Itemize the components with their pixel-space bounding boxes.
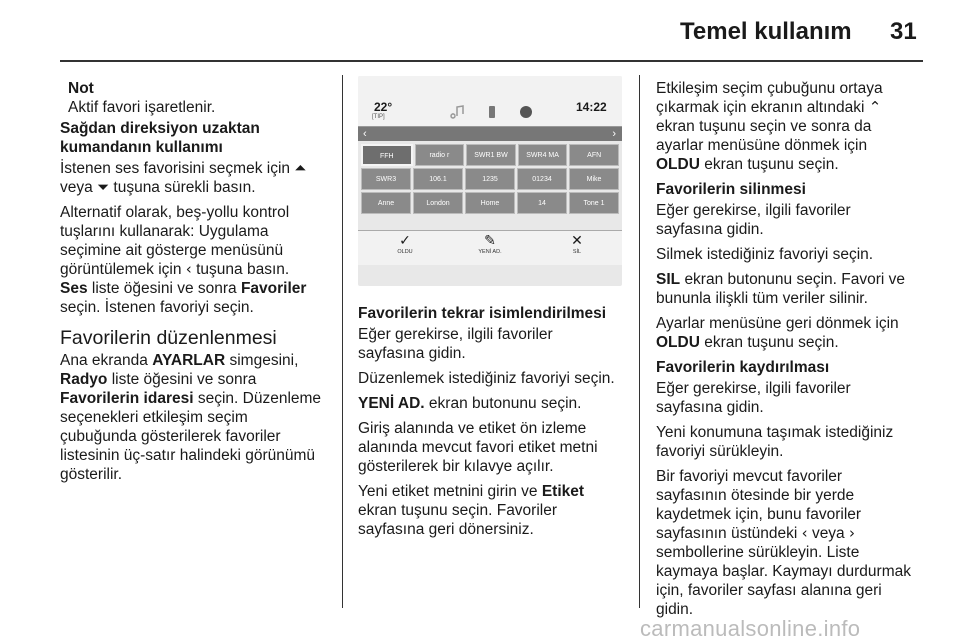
clock: 14:22 bbox=[576, 100, 607, 114]
favorite-button[interactable]: FFH bbox=[361, 144, 413, 166]
text: gidin. bbox=[656, 601, 694, 618]
infotainment-screen-image bbox=[358, 76, 622, 286]
text: sayfasına gidin. bbox=[656, 399, 764, 416]
note-box bbox=[60, 79, 335, 117]
watermark: carmanualsonline.info bbox=[640, 616, 861, 641]
section-title: Favorilerin düzenlenmesi bbox=[60, 327, 277, 349]
bold-term: OLDU bbox=[656, 334, 700, 351]
favorite-button[interactable]: Tone 1 bbox=[569, 192, 619, 214]
right-arrow-icon: › bbox=[849, 524, 855, 542]
text: liste öğesini ve sonra bbox=[91, 280, 237, 297]
favorite-button[interactable]: London bbox=[413, 192, 463, 214]
paragraph bbox=[358, 394, 633, 413]
bold-term: Ses bbox=[60, 280, 88, 297]
page-header-title: Temel kullanım bbox=[680, 18, 852, 45]
page-left-button[interactable]: ‹ bbox=[363, 128, 367, 140]
favorite-button[interactable]: SWR4 MA bbox=[518, 144, 568, 166]
left-arrow-icon: ‹ bbox=[185, 260, 192, 278]
delete-heading: Favorilerin silinmesi bbox=[656, 181, 806, 198]
favorite-button[interactable]: Home bbox=[465, 192, 515, 214]
text: ekran tuşunu seçin. bbox=[704, 334, 839, 351]
column-divider-left bbox=[342, 75, 343, 608]
paragraph-edit-favorites bbox=[60, 351, 335, 484]
music-note-icon bbox=[450, 104, 466, 120]
screen-topbar bbox=[358, 76, 622, 127]
yeni-ad-button[interactable] bbox=[455, 233, 525, 255]
move-heading: Favorilerin kaydırılması bbox=[656, 359, 830, 376]
sil-button[interactable] bbox=[542, 233, 612, 255]
text: sayfasına geri dönersiniz. bbox=[358, 521, 534, 538]
page-right-button[interactable]: › bbox=[612, 128, 616, 140]
text: alanında mevcut favori etiket metni bbox=[358, 439, 598, 456]
paragraph bbox=[656, 270, 931, 308]
middle-column bbox=[358, 304, 633, 545]
text: Yeni konumuna taşımak istediğiniz bbox=[656, 424, 894, 441]
text: Eğer gerekirse, ilgili favoriler bbox=[656, 380, 851, 397]
text: seçenekleri etkileşim seçim bbox=[60, 409, 248, 426]
text: Etkileşim seçim çubuğunu ortaya bbox=[656, 80, 883, 97]
text: bununla ilişkli tüm veriler silinir. bbox=[656, 290, 868, 307]
sil-label: SİL bbox=[572, 249, 582, 255]
text: çubuğunda gösterilerek favoriler bbox=[60, 428, 281, 445]
paragraph bbox=[358, 325, 633, 363]
favorite-button[interactable]: radio r bbox=[415, 144, 465, 166]
favorites-row bbox=[361, 144, 619, 166]
paragraph bbox=[656, 201, 931, 239]
text: listesinin üç-satır halindeki görünümü bbox=[60, 447, 316, 464]
oldu-label: OLDU bbox=[397, 249, 413, 255]
right-column bbox=[656, 79, 931, 625]
bold-term: Favoriler bbox=[240, 280, 307, 297]
paragraph: Silmek istediğiniz favoriyi seçin. bbox=[656, 246, 874, 263]
paragraph bbox=[656, 314, 931, 352]
text: sayfasına gidin. bbox=[656, 221, 764, 238]
rename-heading: Favorilerin tekrar isimlendirilmesi bbox=[358, 305, 607, 322]
x-icon: ✕ bbox=[571, 233, 583, 249]
text: seçin. İstenen favoriyi seçin. bbox=[60, 299, 254, 316]
yeni-ad-label: YENİ AD. bbox=[478, 249, 502, 255]
note-body: Aktif favori işaretlenir. bbox=[68, 99, 216, 116]
favorite-button[interactable]: 106.1 bbox=[413, 168, 463, 190]
text: İstenen ses favorisini seçmek için bbox=[60, 160, 291, 177]
check-icon: ✓ bbox=[399, 233, 411, 249]
text: Ana ekranda bbox=[60, 352, 148, 369]
favorites-navbar bbox=[358, 127, 622, 141]
text: Alternatif olarak, beş-yollu kontrol bbox=[60, 204, 290, 221]
text: görüntülemek için bbox=[60, 261, 182, 278]
text: tuşuna basın. bbox=[196, 261, 290, 278]
favorite-button[interactable]: Mike bbox=[569, 168, 619, 190]
left-arrow-icon: ‹ bbox=[801, 524, 808, 542]
remote-heading-line2: kumandanın kullanımı bbox=[60, 139, 223, 156]
text: sayfasının üstündeki bbox=[656, 525, 798, 542]
bold-term: YENİ AD. bbox=[358, 395, 425, 412]
text: simgesini, bbox=[229, 352, 299, 369]
text: kaydetmek için, bunu favoriler bbox=[656, 506, 862, 523]
text: Yeni etiket metnini girin ve bbox=[358, 483, 538, 500]
text: liste öğesini ve sonra bbox=[111, 371, 257, 388]
text: kaymaya başlar. Kaymayı durdurmak bbox=[656, 563, 911, 580]
favorite-button[interactable]: AFN bbox=[569, 144, 619, 166]
text: Eğer gerekirse, ilgili favoriler bbox=[358, 326, 553, 343]
text: seçimine ait gösterge menüsünü bbox=[60, 242, 284, 259]
tip-label: [TIP] bbox=[372, 114, 385, 120]
text: gösterilir. bbox=[60, 466, 123, 483]
favorite-button[interactable]: SWR3 bbox=[361, 168, 411, 190]
seek-up-icon: ⏶ bbox=[294, 159, 307, 177]
text: tuşlarını kullanarak: Uygulama bbox=[60, 223, 269, 240]
paragraph-five-way bbox=[60, 203, 335, 317]
header-divider bbox=[60, 60, 923, 62]
paragraph-remote bbox=[60, 159, 335, 197]
oldu-button[interactable] bbox=[370, 233, 440, 255]
text: seçin. Düzenleme bbox=[197, 390, 322, 407]
favorite-button[interactable]: SWR1 BW bbox=[466, 144, 516, 166]
phone-icon bbox=[484, 104, 500, 120]
paragraph bbox=[656, 467, 931, 619]
text: veya bbox=[811, 525, 845, 542]
text: Eğer gerekirse, ilgili favoriler bbox=[656, 202, 851, 219]
left-column bbox=[60, 79, 335, 490]
page-number: 31 bbox=[890, 18, 917, 45]
text: ekran tuşunu seçin. Favoriler bbox=[358, 502, 558, 519]
text: ekran tuşunu seçin ve sonra da bbox=[656, 118, 872, 135]
text: sembollerine sürükleyin. Liste bbox=[656, 544, 860, 561]
text: sayfasına gidin. bbox=[358, 345, 466, 362]
text: Bir favoriyi mevcut favoriler bbox=[656, 468, 843, 485]
bold-term: Etiket bbox=[541, 483, 585, 500]
bold-term: Radyo bbox=[60, 371, 108, 388]
text: Ayarlar menüsüne geri dönmek için bbox=[656, 315, 899, 332]
paragraph bbox=[656, 79, 931, 174]
favorites-row bbox=[361, 192, 619, 214]
bold-term: Favorilerin idaresi bbox=[60, 390, 194, 407]
text: ekran tuşunu seçin. bbox=[704, 156, 839, 173]
text: çıkarmak için ekranın altındaki bbox=[656, 99, 865, 116]
text: ayarlar menüsüne dönmek için bbox=[656, 137, 868, 154]
remote-heading bbox=[60, 119, 335, 157]
globe-icon bbox=[518, 104, 534, 120]
remote-heading-line1: Sağdan direksiyon uzaktan bbox=[60, 120, 260, 137]
bold-term: OLDU bbox=[656, 156, 700, 173]
paragraph bbox=[358, 419, 633, 476]
favorite-button[interactable]: Anne bbox=[361, 192, 411, 214]
bold-term: AYARLAR bbox=[152, 352, 226, 369]
paragraph bbox=[358, 482, 633, 539]
text: için, favoriler sayfası alanına geri bbox=[656, 582, 882, 599]
text: tuşuna sürekli basın. bbox=[113, 179, 256, 196]
bold-term: SIL bbox=[656, 271, 681, 288]
note-title: Not bbox=[68, 80, 94, 97]
text: gösterilerek bir kılavye açılır. bbox=[358, 458, 554, 475]
paragraph bbox=[656, 423, 931, 461]
text: favoriyi sürükleyin. bbox=[656, 443, 784, 460]
text: ekran butonunu seçin. bbox=[428, 395, 582, 412]
interaction-selector-bar bbox=[358, 230, 622, 265]
favorite-button[interactable]: 14 bbox=[517, 192, 567, 214]
paragraph bbox=[656, 379, 931, 417]
chevron-up-icon: ⌃ bbox=[868, 98, 882, 116]
column-divider-right bbox=[639, 75, 640, 608]
favorite-button[interactable]: 01234 bbox=[517, 168, 567, 190]
text: Giriş alanında ve etiket ön izleme bbox=[358, 420, 587, 437]
favorites-grid bbox=[361, 144, 619, 216]
text: veya bbox=[60, 179, 93, 196]
favorite-button[interactable]: 1235 bbox=[465, 168, 515, 190]
text: ekran butonunu seçin. Favori ve bbox=[684, 271, 906, 288]
pencil-icon: ✎ bbox=[484, 233, 496, 249]
temperature: 22° bbox=[374, 100, 393, 114]
paragraph: Düzenlemek istediğiniz favoriyi seçin. bbox=[358, 370, 615, 387]
text: sayfasının ötesinde bir yerde bbox=[656, 487, 855, 504]
seek-down-icon: ⏷ bbox=[97, 178, 110, 196]
favorites-row bbox=[361, 168, 619, 190]
